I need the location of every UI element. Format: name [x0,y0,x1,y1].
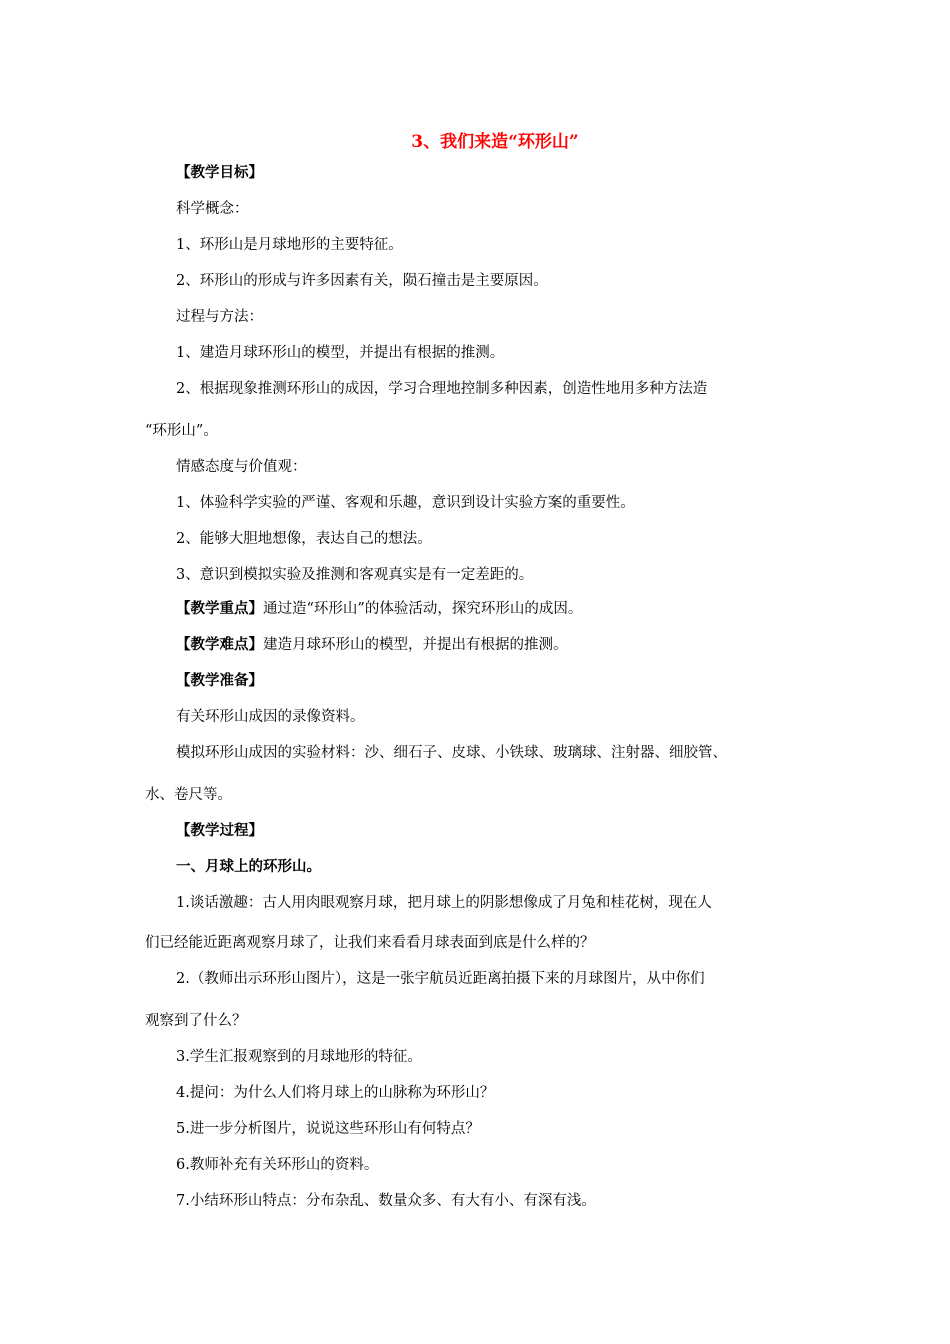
step-item: 1.谈话激趣：古人用肉眼观察月球，把月球上的阴影想像成了月兔和桂花树，现在人 [176,895,712,911]
process-item: 1、建造月球环形山的模型，并提出有根据的推测。 [176,345,505,361]
emotion-item: 3、意识到模拟实验及推测和客观真实是有一定差距的。 [176,567,534,583]
step-item-continued: 们已经能近距离观察月球了，让我们来看看月球表面到底是什么样的？ [145,935,595,951]
document-title: 3、我们来造“环形山” [411,132,579,152]
process-item-continued: “环形山”。 [145,423,218,439]
sci-concept-item: 2、环形山的形成与许多因素有关，陨石撞击是主要原因。 [176,273,548,289]
sci-concept-label: 科学概念： [176,201,249,217]
step-item: 4.提问：为什么人们将月球上的山脉称为环形山？ [176,1085,495,1101]
step-item: 2.（教师出示环形山图片），这是一张宇航员近距离拍摄下来的月球图片，从中你们 [176,971,705,987]
section-heading: 一、月球上的环形山。 [176,858,321,875]
emotion-item: 1、体验科学实验的严谨、客观和乐趣，意识到设计实验方案的重要性。 [176,495,635,511]
difficulty-label: 【教学难点】 [176,636,263,653]
process-heading: 【教学过程】 [176,822,263,839]
difficulty-paragraph [176,635,568,655]
prep-item: 有关环形山成因的录像资料。 [176,709,365,725]
difficulty-text: 建造月球环形山的模型，并提出有根据的推测。 [263,637,568,653]
step-item-continued: 观察到了什么？ [145,1013,247,1029]
process-label: 过程与方法： [176,309,263,325]
step-item: 3.学生汇报观察到的月球地形的特征。 [176,1049,422,1065]
step-item: 6.教师补充有关环形山的资料。 [176,1157,379,1173]
prep-heading: 【教学准备】 [176,672,263,689]
prep-item: 模拟环形山成因的实验材料：沙、细石子、皮球、小铁球、玻璃球、注射器、细胶管、 [176,745,727,761]
step-item: 5.进一步分析图片，说说这些环形山有何特点？ [176,1121,480,1137]
key-point-text: 通过造“环形山”的体验活动，探究环形山的成因。 [263,601,583,617]
objectives-heading: 【教学目标】 [176,164,263,181]
prep-item-continued: 水、卷尺等。 [145,787,232,803]
step-item: 7.小结环形山特点：分布杂乱、数量众多、有大有小、有深有浅。 [176,1193,596,1209]
key-point-label: 【教学重点】 [176,600,263,617]
emotion-label: 情感态度与价值观： [176,459,307,475]
emotion-item: 2、能够大胆地想像，表达自己的想法。 [176,531,432,547]
sci-concept-item: 1、环形山是月球地形的主要特征。 [176,237,403,253]
process-item: 2、根据现象推测环形山的成因，学习合理地控制多种因素，创造性地用多种方法造 [176,381,708,397]
key-point-paragraph [176,599,582,619]
